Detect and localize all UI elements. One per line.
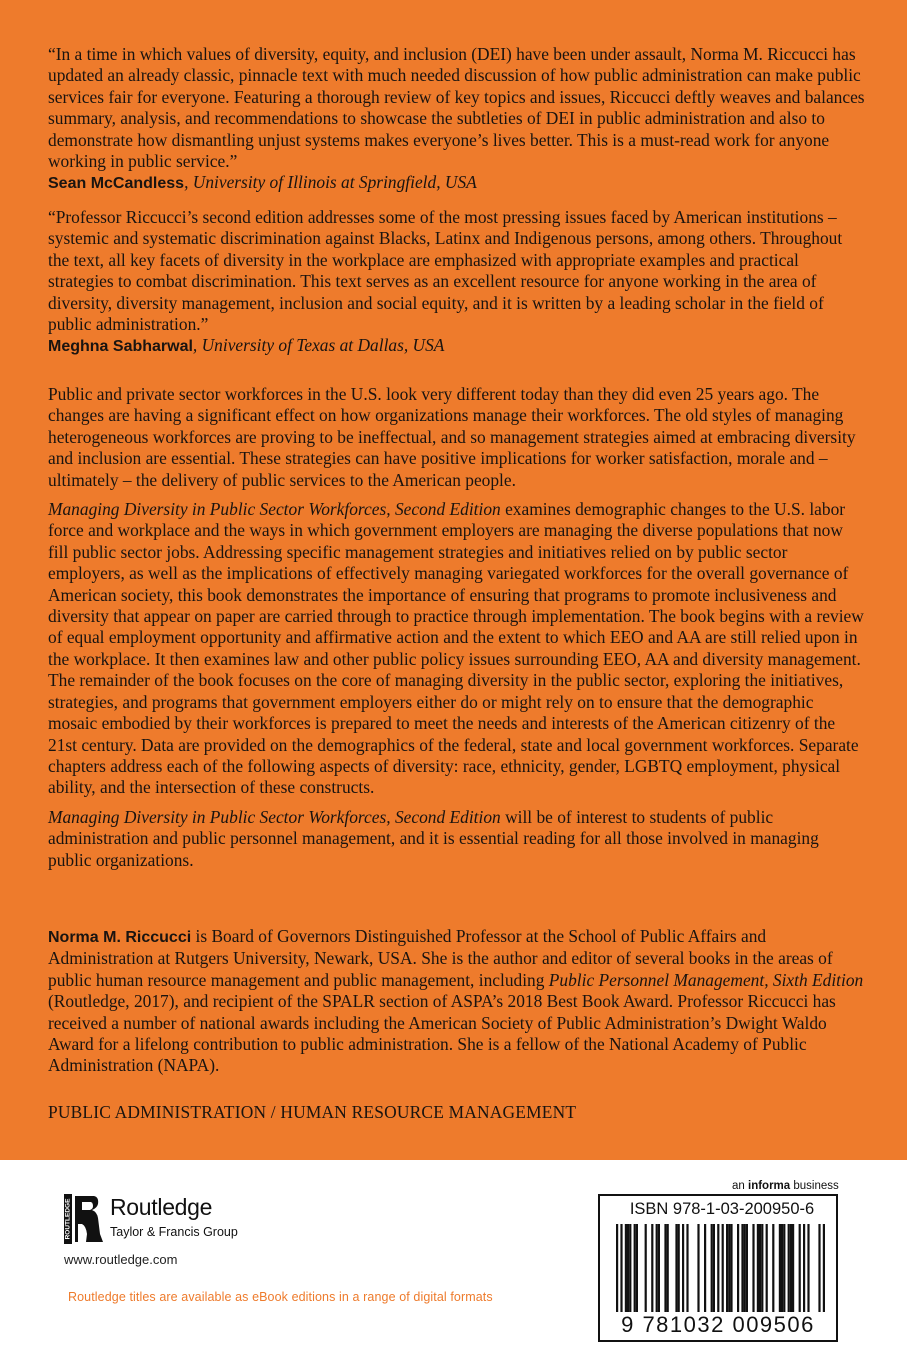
description-book-title-2: Managing Diversity in Public Sector Workforces, Second Edition	[48, 499, 501, 520]
author-bio-book: Public Personnel Management, Sixth Edition	[548, 969, 864, 990]
barcode-bar	[726, 1224, 728, 1312]
barcode-bar	[788, 1224, 790, 1312]
informa-business-label	[732, 1180, 839, 1192]
barcode-bar	[656, 1224, 658, 1312]
book-description	[48, 384, 866, 879]
barcode-bar	[746, 1224, 748, 1312]
barcode-digits: 9 781032 009506	[604, 1312, 832, 1338]
barcode-bar	[792, 1224, 794, 1312]
endorsement-2-attribution	[48, 335, 866, 357]
barcode-bar	[823, 1224, 825, 1324]
description-book-title-3: Managing Diversity in Public Sector Workforces, Second Edition	[48, 806, 501, 827]
isbn-label: ISBN 978-1-03-200950-6	[629, 1200, 815, 1218]
barcode-bar	[697, 1224, 699, 1312]
barcode-bar	[772, 1224, 774, 1312]
informa-brand: informa	[748, 1180, 791, 1192]
endorsement-1-attribution	[48, 172, 866, 194]
routledge-logo	[64, 1194, 264, 1244]
barcode-bar	[625, 1224, 627, 1312]
barcode-bar	[730, 1224, 732, 1312]
endorsement-1-affiliation: , University of Illinois at Springfield, USA	[184, 172, 477, 193]
barcode-bar	[678, 1224, 680, 1312]
endorsement-2	[48, 207, 866, 358]
barcode-bar	[807, 1224, 809, 1312]
description-paragraph-2-text: examines demographic changes to the U.S. labor force and workplace and the ways in which government employers are managing the diverse populations that now fill public sector jobs. Addressing specific management strategies and initiatives relied on by public sector employers, as well as the implications of effectively managing variegated workforces for the overall governance of American society, this book demonstrates the importance of ensuring that programs to promote inclusiveness and diversity that appear on paper are carried through to practice through implementation. The book begins with a review of equal employment opportunity and affirmative action and the extent to which EEO and AA are still relied upon in the workplace. It then examines law and other public policy issues surrounding EEO, AA and diversity management. The remainder of the book focuses on the core of managing diversity in the public sector, exploring the initiatives, strategies, and programs that government employers either do or might rely on to ensure that the demographic mosaic embodied by their workforces is prepared to meet the needs and interests of the American citizenry of the 21st century. Data are provided on the demographics of the federal, state and local government workforces. Separate chapters address each of the following aspects of diversity: race, ethnicity, gender, LGBTQ employment, physical ability, and the intersection of these constructs.	[48, 499, 864, 798]
endorsement-1-author: Sean McCandless	[48, 175, 185, 193]
author-name: Norma M. Riccucci	[48, 929, 192, 946]
barcode-bar	[790, 1224, 792, 1312]
subject-category: PUBLIC ADMINISTRATION / HUMAN RESOURCE MANAGEMENT	[48, 1102, 577, 1122]
publisher-website[interactable]: www.routledge.com	[64, 1252, 178, 1267]
barcode-bar	[682, 1224, 684, 1312]
barcode-bar	[634, 1224, 636, 1312]
barcode-bar	[616, 1224, 618, 1324]
endorsement-2-affiliation: , University of Texas at Dallas, USA	[192, 335, 445, 356]
endorsement-1-text: “In a time in which values of diversity, equity, and inclusion (DEI) have been under assault, Norma M. Riccucci has updated an already classic, pinnacle text with much needed discussion of how public administration can make public services fair for everyone. Featuring a thorough review of key topics and issues, Riccucci deftly weaves and balances summary, analysis, and recommendations to showcase the subtleties of DEI in public administration and also to demonstrate how dismantling unjust systems makes everyone’s lives better. This is a must-read work for anyone working in public service.”	[48, 44, 865, 172]
publisher-subtitle: Taylor & Francis Group	[110, 1225, 238, 1239]
barcode-bar	[783, 1224, 785, 1312]
barcode-bar	[722, 1224, 724, 1324]
routledge-emblem-icon	[64, 1194, 104, 1244]
barcode-bar	[728, 1224, 730, 1312]
barcode-bar	[686, 1224, 688, 1312]
barcode-bar	[711, 1224, 713, 1312]
description-paragraph-3	[48, 807, 866, 871]
description-paragraph-3-text: will be of interest to students of public administration and public personnel management, and it is essential reading for all those involved in managing public organizations.	[48, 806, 819, 870]
barcode-bars	[608, 1224, 828, 1326]
author-bio-paragraph	[48, 926, 866, 1077]
barcode-bar	[620, 1224, 622, 1324]
barcode-bar	[704, 1224, 706, 1312]
barcode-bar	[713, 1224, 715, 1312]
barcode-bar	[752, 1224, 754, 1312]
isbn-barcode-box	[598, 1194, 838, 1342]
barcode-bar	[658, 1224, 660, 1312]
author-bio-text-1: is Board of Governors Distinguished Professor at the School of Public Affairs and Administration at Rutgers University, Newark, USA. She is the author and editor of several books in the areas of public human resource management and public management, including	[48, 926, 833, 990]
routledge-vertical-text: ROUTLEDGE	[64, 1198, 72, 1240]
barcode-bar	[766, 1224, 768, 1312]
barcode-bar	[757, 1224, 759, 1312]
endorsement-1	[48, 44, 866, 195]
barcode-bar	[741, 1224, 743, 1312]
informa-prefix: an	[732, 1180, 748, 1192]
barcode-bar	[629, 1224, 631, 1312]
barcode-bar	[761, 1224, 763, 1312]
barcode-bar	[737, 1224, 739, 1312]
barcode-bar	[675, 1224, 677, 1312]
barcode-bar	[645, 1224, 647, 1312]
barcode-bar	[636, 1224, 638, 1312]
barcode-bar	[803, 1224, 805, 1312]
barcode-bar	[759, 1224, 761, 1312]
ebook-note: Routledge titles are available as eBook editions in a range of digital formats	[68, 1290, 493, 1304]
barcode-bar	[717, 1224, 719, 1324]
description-paragraph-1: Public and private sector workforces in the U.S. look very different today than they did even 25 years ago. The changes are having a significant effect on how organizations manage their workforces. The old styles of managing heterogeneous workforces are proving to be ineffectual, and so management strategies aimed at embracing diversity and inclusion are essential. These strategies can have positive implications for worker satisfaction, morale and – ultimately – the delivery of public services to the American people.	[48, 384, 856, 490]
description-paragraph-2	[48, 499, 866, 799]
barcode-bar	[744, 1224, 746, 1312]
endorsement-2-text: “Professor Riccucci’s second edition addresses some of the most pressing issues faced by American institutions – systemic and systematic discrimination against Blacks, Latinx and Indigenous persons, among others. Throughout the text, all key facets of diversity in the workplace are emphasized with appropriate examples and practical strategies to combat discrimination. This text serves as an excellent resource for anyone working in the area of diversity, diversity management, inclusion and social equity, and it is written by a leading scholar in the field of public administration.”	[48, 207, 843, 335]
barcode-bar	[627, 1224, 629, 1312]
author-bio	[48, 926, 866, 1077]
barcode-bar	[664, 1224, 666, 1312]
barcode-bar	[667, 1224, 669, 1312]
endorsement-2-author: Meghna Sabharwal	[48, 338, 193, 356]
barcode-bar	[651, 1224, 653, 1312]
barcode-bar	[779, 1224, 781, 1312]
barcode-bar	[781, 1224, 783, 1312]
publisher-name: Routledge	[110, 1194, 213, 1220]
informa-suffix: business	[790, 1180, 839, 1192]
barcode-bar	[818, 1224, 820, 1324]
barcode-bar	[799, 1224, 801, 1312]
author-bio-text-2: (Routledge, 2017), and recipient of the SPALR section of ASPA’s 2018 Best Book Award. Professor Riccucci has received a number of national awards including the American Society of Public Administration’s Dwight Waldo Award for a lifelong contribution to public administration. She is a fellow of the National Academy of Public Administration (NAPA).	[48, 991, 836, 1076]
